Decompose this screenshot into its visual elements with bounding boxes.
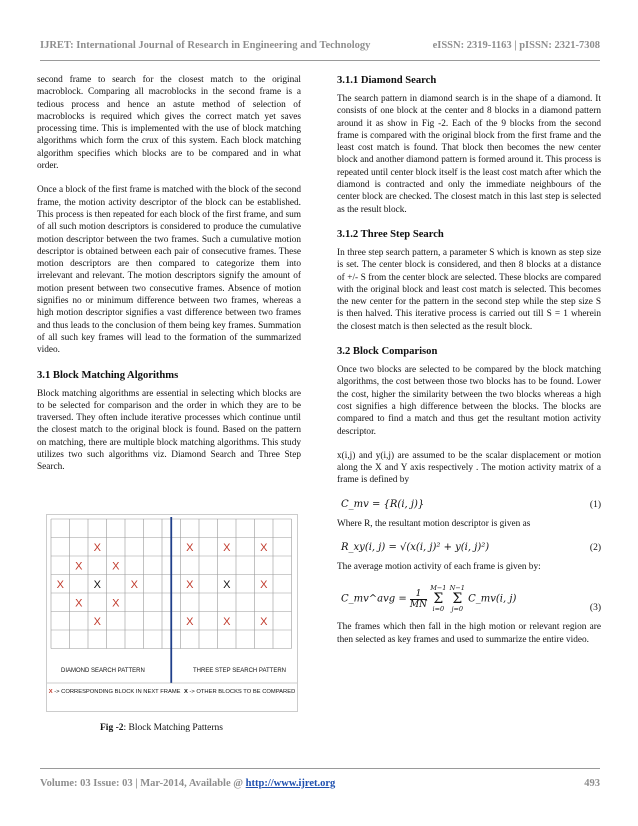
section-heading: 3.2 Block Comparison [337,346,438,358]
right-column [337,74,601,658]
equation-3-number: (3) [589,603,601,614]
equation-3-lhs: C_mv^avg = [341,593,410,605]
paragraph: Once a block of the first frame is matched with the block of the second frame, the motion activity descriptor of the block can be established. This process is then repeated for each block of the first frame, and sum of all such motion descriptors is considered to produce the cumulative motion descriptor between the two frames. Such a cumulative motion descriptor is obtained between each pair of consecutive frames. These motion descriptors are then compared to categorize them into irrelevant and relevant. The motion descriptors signify the amount of motion present between two consecutive frames. Absence of motion signifies no or minimum difference between two frames, whereas a high motion descriptor signifies a vast difference between two frames and thus leads to the conclusion of them being key frames. Summation of all such key frames will lead to the formation of the summarized video. [37,185,301,356]
equation-3-rhs: C_mv(i, j) [468,593,517,605]
legend-black [184,689,295,695]
red-x-mark: X [112,597,120,610]
figure-caption-label: Fig -2 [100,723,124,733]
header-rule [40,60,600,61]
red-x-mark: X [223,615,231,628]
journal-title: IJRET: International Journal of Research in Engineering and Technology [40,40,371,51]
equation-2 [337,542,601,553]
legend-red-text: -> CORRESPONDING BLOCK IN NEXT FRAME [52,689,181,695]
fraction-numerator: 1 [415,588,422,599]
red-x-mark: X [186,541,194,554]
red-x-mark: X [93,541,101,554]
footer-volume-text: Volume: 03 Issue: 03 | Mar-2014, Available @ [40,778,246,789]
page-header [40,40,600,54]
page-number: 493 [584,778,600,789]
sum-i-upper: M−1 [430,584,447,593]
paragraph: x(i,j) and y(i,j) are assumed to be the scalar displacement or motion along the X and Y axis respectively . The motion activity matrix of a frame is defined by [337,450,601,486]
equation-2-number: (2) [589,543,601,554]
red-x-mark: X [223,541,231,554]
red-x-mark: X [186,578,194,591]
equation-1-number: (1) [589,499,601,510]
legend-red [49,689,181,695]
paragraph: The search pattern in diamond search is in the shape of a diamond. It consists of one block at the center and 8 blocks in a diamond pattern around it as show in Fig -2. Each of the 9 blocks from the second frame is compared with the original block from the first frame and the least cost match is found. That block then becomes the new center block and another diamond pattern is formed around it. This process is repeated until center block itself is the least cost match after which the diamond is contracted and only the immediate neighbours of the center block are checked. The closest match in this last step is selected as the result block. [337,94,601,215]
sum-i: M−1 Σ i=0 [430,584,447,614]
diamond-pattern-label: DIAMOND SEARCH PATTERN [61,668,145,674]
legend-black-text: -> OTHER BLOCKS TO BE COMPARED [187,689,296,695]
three-step-pattern-label: THREE STEP SEARCH PATTERN [193,668,287,674]
left-column [37,74,301,486]
paragraph: Once two blocks are selected to be compared by the block matching algorithms, the cost between those two blocks has to be found. Lower the cost, higher the similarity between the two blocks whereas a high cost signifies a high difference between the blocks. The blocks are compared to find a match and thus get the resultant motion activity descriptor. [337,365,601,437]
paragraph: Where R, the resultant motion descriptor is given as [337,518,531,529]
red-x-mark: X [186,615,194,628]
red-x-mark: X [75,560,83,573]
black-x-mark: X [93,578,101,591]
section-heading: 3.1 Block Matching Algorithms [37,369,179,381]
equation-2-body: R_xy(i, j) = √(x(i, j)² + y(i, j)²) [341,542,490,554]
sum-j-upper: N−1 [449,584,465,593]
equation-3-fraction [410,589,427,610]
red-x-mark: X [260,541,268,554]
paragraph: The frames which then fall in the high motion or relevant region are then selected as key frames and used to summarize the entire video. [337,622,601,645]
issn-text: eISSN: 2319-1163 | pISSN: 2321-7308 [432,40,600,51]
equation-1 [337,499,601,510]
section-heading: 3.1.1 Diamond Search [337,75,437,86]
figure-caption [100,723,223,733]
figure-caption-text: : Block Matching Patterns [123,723,223,733]
legend-black-key: X [183,689,188,695]
red-x-mark: X [260,578,268,591]
red-x-mark: X [75,597,83,610]
red-x-mark: X [260,615,268,628]
red-x-mark: X [130,578,138,591]
red-x-mark: X [112,560,120,573]
fraction-denominator: MN [409,599,428,610]
paragraph: The average motion activity of each frame is given by: [337,562,541,573]
black-x-mark: X [223,578,231,591]
footer-rule [40,768,600,769]
paragraph: Block matching algorithms are essential in selecting which blocks are to be selected for comparison and the order in which they are to be traversed. They often include iterative processes which continue until the closest match to the original block is found. Based on the pattern on matching, there are multiple block matching algorithms. This study utilizes two such algorithms viz. Diamond Search and Three Step Search. [37,388,301,473]
equation-1-body: C_mv = {R(i, j)} [341,498,425,510]
equation-3 [337,585,601,613]
figure-legend [47,689,297,695]
footer-volume [40,778,335,789]
paragraph: second frame to search for the closest match to the original macroblock. Comparing all macroblocks in the second frame is a tedious process and hence an astute method of selection of macroblocks is required which gives the correct match yet saves processing time. This is implemented with the use of block matching algorithms which form the crux of this system. Each block matching algorithm specifies which blocks are to be compared and in what order. [37,75,301,172]
legend-red-key: X [48,689,53,695]
red-x-mark: X [56,578,64,591]
sum-j: N−1 Σ j=0 [449,584,465,614]
page-footer [40,778,600,789]
block-matching-diagram [47,515,297,711]
sum-i-lower: i=0 [432,605,445,614]
sum-j-lower: j=0 [451,605,464,614]
equation-3-body [337,585,516,613]
section-heading: 3.1.2 Three Step Search [337,228,444,240]
paragraph: In three step search pattern, a parameter S which is known as step size is set. The center block is considered, and then 8 blocks at a distance of +/- S from the center block are selected. These blocks are compared with the original block and least cost match is selected. This becomes the new center for the pattern in the second step while the step size S is then halved. This iterative process is carried out till S = 1 wherein the closest match is then selected as the result block. [337,247,601,332]
journal-link[interactable]: http://www.ijret.org [245,778,336,789]
red-x-mark: X [93,615,101,628]
block-matching-figure [46,514,298,712]
